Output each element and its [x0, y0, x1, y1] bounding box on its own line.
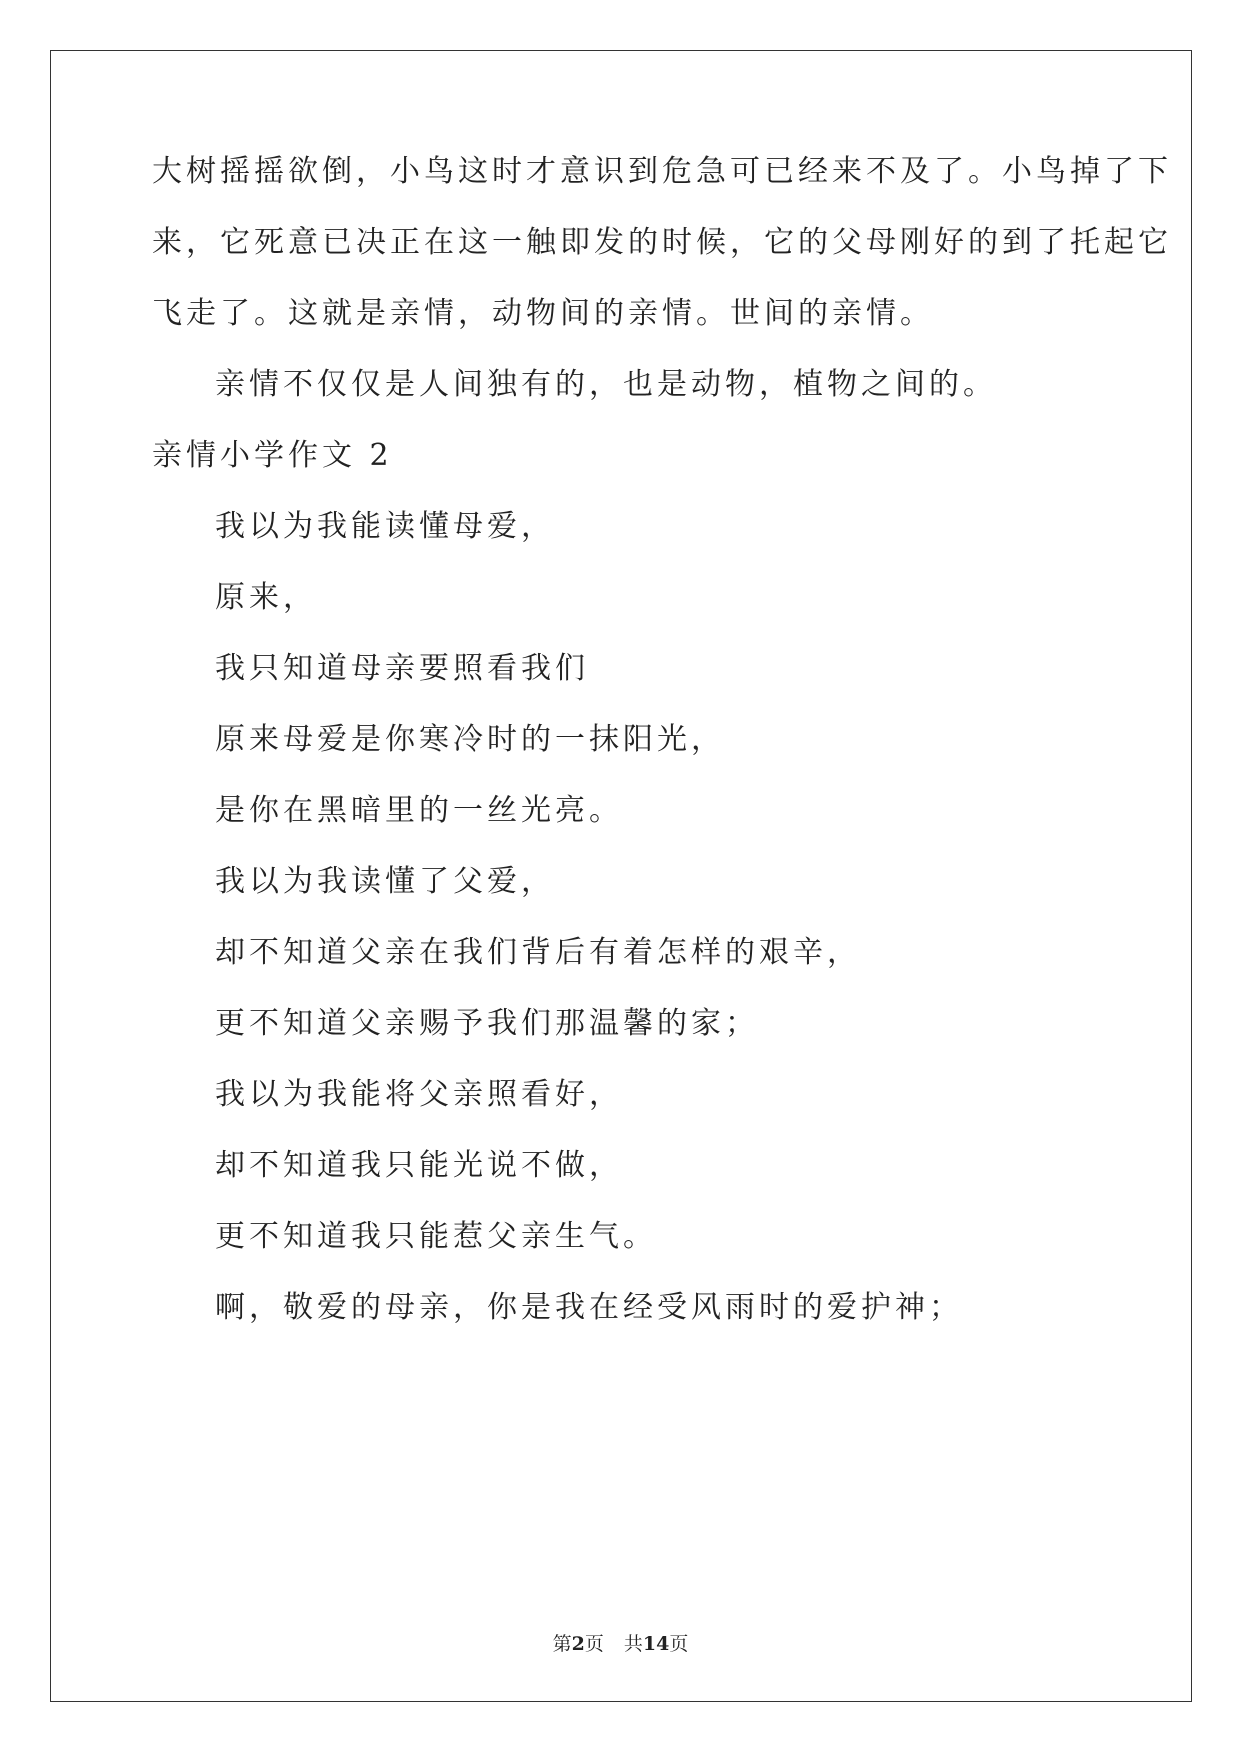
page-number: 2	[571, 1633, 585, 1655]
text-line: 亲情不仅仅是人间独有的，也是动物，植物之间的。	[215, 367, 997, 402]
text-line: 飞走了。这就是亲情，动物间的亲情。世间的亲情。	[152, 296, 934, 331]
section-heading: 亲情小学作文 2	[152, 438, 393, 473]
footer-page-suffix: 页	[584, 1633, 604, 1655]
text-line: 原来母爱是你寒冷时的一抹阳光，	[215, 722, 725, 757]
text-line: 是你在黑暗里的一丝光亮。	[215, 793, 623, 828]
text-line: 我以为我能读懂母爱，	[215, 509, 555, 544]
total-pages: 14	[642, 1633, 670, 1655]
text-line: 大树摇摇欲倒，小鸟这时才意识到危急可已经来不及了。小鸟掉了下	[152, 154, 1172, 189]
footer-total-prefix: 共	[623, 1633, 643, 1655]
text-line: 我只知道母亲要照看我们	[215, 651, 589, 686]
text-line: 更不知道父亲赐予我们那温馨的家；	[215, 1006, 759, 1041]
footer-total-suffix: 页	[669, 1633, 689, 1655]
page-footer	[0, 1632, 1241, 1656]
text-line: 我以为我读懂了父爱，	[215, 864, 555, 899]
text-line: 更不知道我只能惹父亲生气。	[215, 1219, 657, 1254]
text-line: 来，它死意已决正在这一触即发的时候，它的父母刚好的到了托起它	[152, 225, 1172, 260]
footer-prefix: 第	[552, 1633, 572, 1655]
text-line: 却不知道父亲在我们背后有着怎样的艰辛，	[215, 935, 861, 970]
text-line: 啊，敬爱的母亲，你是我在经受风雨时的爱护神；	[215, 1290, 963, 1325]
text-line: 却不知道我只能光说不做，	[215, 1148, 623, 1183]
text-line: 原来，	[215, 580, 317, 615]
text-line: 我以为我能将父亲照看好，	[215, 1077, 623, 1112]
